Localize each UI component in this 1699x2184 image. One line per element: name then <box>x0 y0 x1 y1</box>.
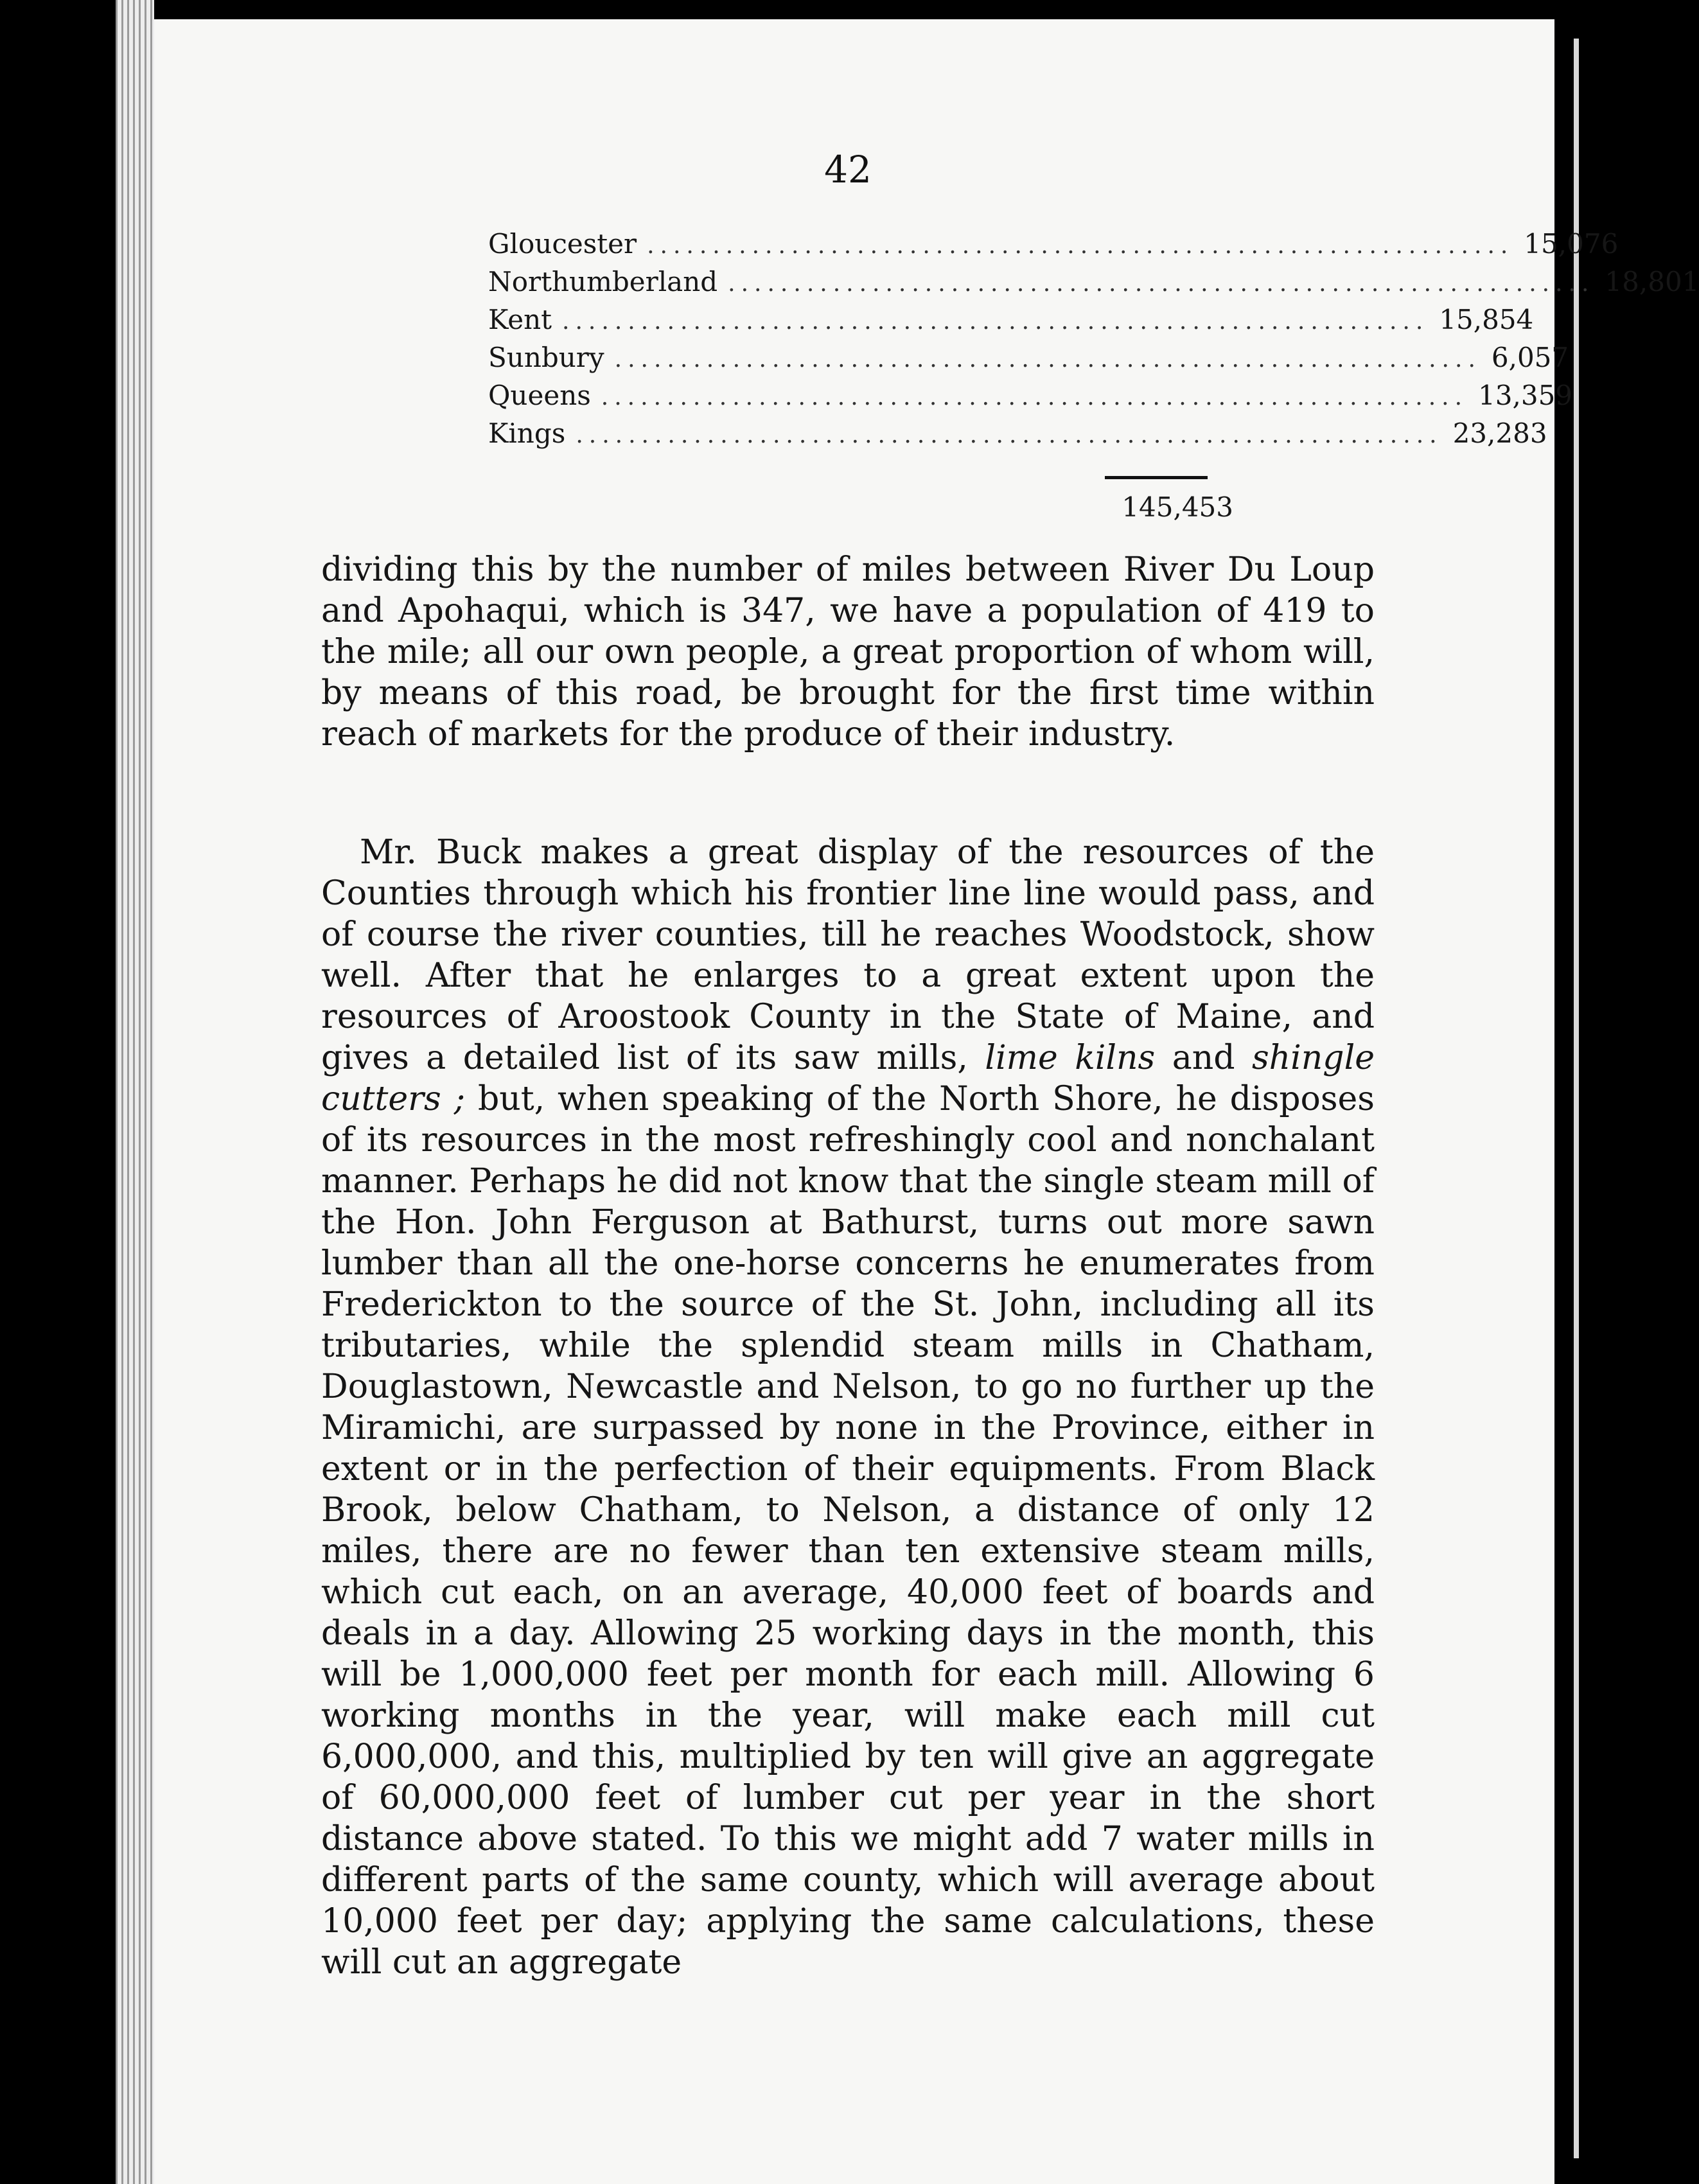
county-name: Northumberland <box>488 266 718 297</box>
county-name: Gloucester <box>488 228 637 260</box>
leader-dots: .................................................................. <box>562 308 1429 335</box>
total-rule <box>1105 476 1208 479</box>
page-number: 42 <box>824 148 872 191</box>
county-population: 23,283 <box>1452 418 1547 449</box>
paragraph-text: Mr. Buck makes a great display of the resources of the Counties through which his frontier line line would pass, and of course the river counties, till he reaches Woodstock, show well. After that he enlarges to a great extent upon the resources of Aroostook County in the State of Maine, and gives a detailed list of its saw mills, <box>321 833 1375 1077</box>
county-population: 13,359 <box>1478 380 1573 411</box>
population-table <box>488 228 1699 479</box>
italic-phrase: lime kilns <box>985 1039 1156 1077</box>
table-row <box>488 228 1619 266</box>
leader-dots: .................................................................. <box>728 270 1595 297</box>
paragraph-text: and <box>1172 1039 1235 1077</box>
table-row <box>488 380 1573 418</box>
county-population: 15,076 <box>1524 228 1619 260</box>
paragraph-text: but, when speaking of the North Shore, he disposes of its resources in the most refreshingly cool and nonchalant manner. Perhaps he did not know that the single steam mill of the Hon. John Ferguson at Bathurst, turns out more sawn lumber than all the one-horse concerns he enumerates from Frederickton to the source of the St. John, including all its tributaries, while the splendid steam mills in Chatham, Douglastown, Newcastle and Nelson, to go no further up the Miramichi, are surpassed by none in the Province, either in extent or in the perfection of their equipments. From Black Brook, below Chatham, to Nelson, a distance of only 12 miles, there are no fewer than ten extensive steam mills, which cut each, on an average, 40,000 feet of boards and deals in a day. Allowing 25 working days in the month, this will be 1,000,000 feet per month for each mill. Allowing 6 working months in the year, will make each mill cut 6,000,000, and this, multiplied by ten will give an aggregate of 60,000,000 feet of lumber cut per year in the short distance above stated. To this we might add 7 water mills in different parts of the same county, which will average about 10,000 feet per day; applying the same calculations, these will cut an aggregate <box>321 1080 1375 1982</box>
italic-phrase: shingle cutters ; <box>321 1039 1375 1118</box>
body-text <box>321 549 1375 1983</box>
population-total: 145,453 <box>1122 491 1233 523</box>
county-name: Queens <box>488 380 591 411</box>
table-row <box>488 342 1569 380</box>
table-row <box>488 418 1547 455</box>
paragraph: dividing this by the number of miles between River Du Loup and Apohaqui, which is 347, we have a population of 419 to the mile; all our own people, a great proportion of whom will, by means of this road, be brought for the first time within reach of markets for the produce of their industry. <box>321 550 1375 753</box>
leader-dots: .................................................................. <box>601 384 1468 410</box>
leader-dots: .................................................................. <box>647 233 1514 259</box>
county-population: 15,854 <box>1439 304 1534 335</box>
paragraph <box>321 832 1375 1983</box>
county-name: Sunbury <box>488 342 604 373</box>
table-row <box>488 304 1534 342</box>
leader-dots: .................................................................. <box>576 422 1443 448</box>
binding-edge <box>1574 39 1579 2158</box>
county-name: Kings <box>488 418 566 449</box>
leader-dots: .................................................................. <box>614 346 1481 373</box>
scan-border-right <box>1554 0 1657 2184</box>
county-population: 18,801 <box>1605 266 1699 297</box>
table-row <box>488 266 1699 304</box>
county-population: 6,057 <box>1491 342 1569 373</box>
county-name: Kent <box>488 304 552 335</box>
page-edges <box>116 0 154 2184</box>
